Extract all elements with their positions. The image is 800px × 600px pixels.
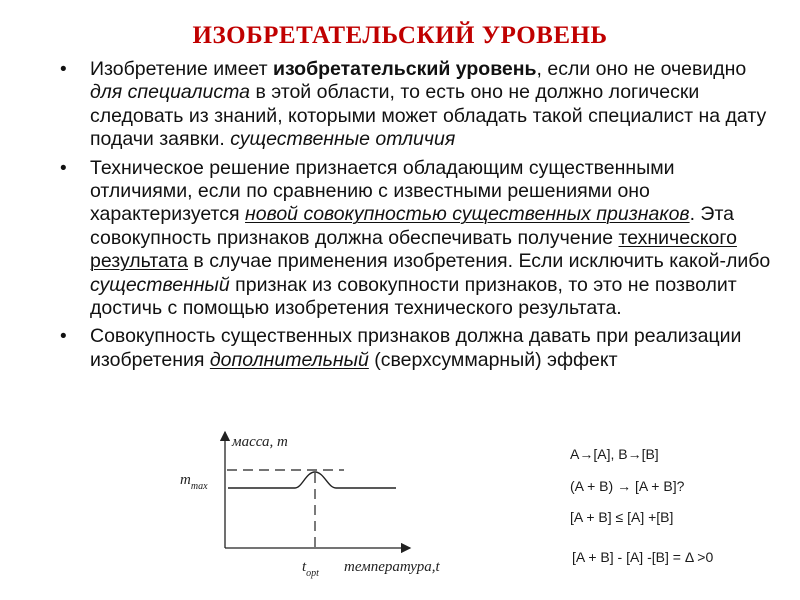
bullet2-underlined-technical-result: технического результата <box>90 226 737 273</box>
bullet1-italic-essential-differences: существенные отличия <box>230 128 456 151</box>
mass-curve <box>228 472 396 488</box>
x-axis-label: температура,t <box>344 559 440 575</box>
slide-title: ИЗОБРЕТАТЕЛЬСКИЙ УРОВЕНЬ <box>192 22 608 49</box>
ymax-label-base: m <box>180 472 191 488</box>
formula-3: [A + B] ≤ [A] +[B] <box>570 509 674 525</box>
bullet-marker: • <box>60 326 67 348</box>
bullet1-italic-specialist: для специалиста <box>90 81 251 104</box>
bullet-marker: • <box>60 157 67 179</box>
xopt-label <box>302 559 319 579</box>
bullet2-text: Техническое решение признается обладающим существенными отличиями, если по сравнению с известными решениями оно характеризуется <box>90 156 675 226</box>
bullet2-text-2: . Эта совокупность признаков должна обеспечивать получение <box>90 203 735 249</box>
bullet-item-essential-differences <box>60 157 772 321</box>
y-axis-label: масса, m <box>232 434 288 450</box>
bullet-item-additional-effect <box>60 325 772 372</box>
ymax-label-sub: max <box>190 481 208 492</box>
ymax-label <box>180 472 208 492</box>
chart-svg <box>178 424 490 600</box>
bullet-marker: • <box>60 59 67 80</box>
bullet-item-inventive-step <box>60 58 772 152</box>
bullet1-text-2: , если оно не очевидно <box>536 58 747 80</box>
bullet2-text-4: признак из совокупности признаков, то это не позволит достичь с помощью изобретения технического результата. <box>90 273 737 320</box>
bullet1-text-3: в этой области, то есть оно не должно логически следовать из знаний, которыми может обладать такой специалист на дату подачи заявки. <box>90 81 767 151</box>
bullet3-underlined-additional: дополнительный <box>209 348 369 371</box>
bullet1-bold-term: изобретательский уровень <box>272 58 537 80</box>
mass-temperature-chart <box>178 424 490 600</box>
bullet3-text: Совокупность существенных признаков должна давать при реализации изобретения <box>90 325 742 371</box>
bullet2-text-3: в случае применения изобретения. Если исключить какой-либо <box>188 250 771 273</box>
bullet2-italic-essential: существенный <box>90 273 230 296</box>
xopt-label-base: t <box>302 559 307 575</box>
bullet-list <box>60 58 772 377</box>
formula-4: [A + B] - [A] -[B] = Δ >0 <box>572 549 714 565</box>
formula-1: A→[A], B→[B] <box>570 446 659 462</box>
xopt-label-sub: opt <box>306 568 319 579</box>
bullet1-text: Изобретение имеет <box>90 58 273 80</box>
bullet3-text-2: (сверхсуммарный) эффект <box>368 348 618 371</box>
bullet2-underlined-new-set: новой совокупностью существенных признаков <box>245 203 690 226</box>
formula-2: (A + B) → [A + B]? <box>570 478 685 494</box>
